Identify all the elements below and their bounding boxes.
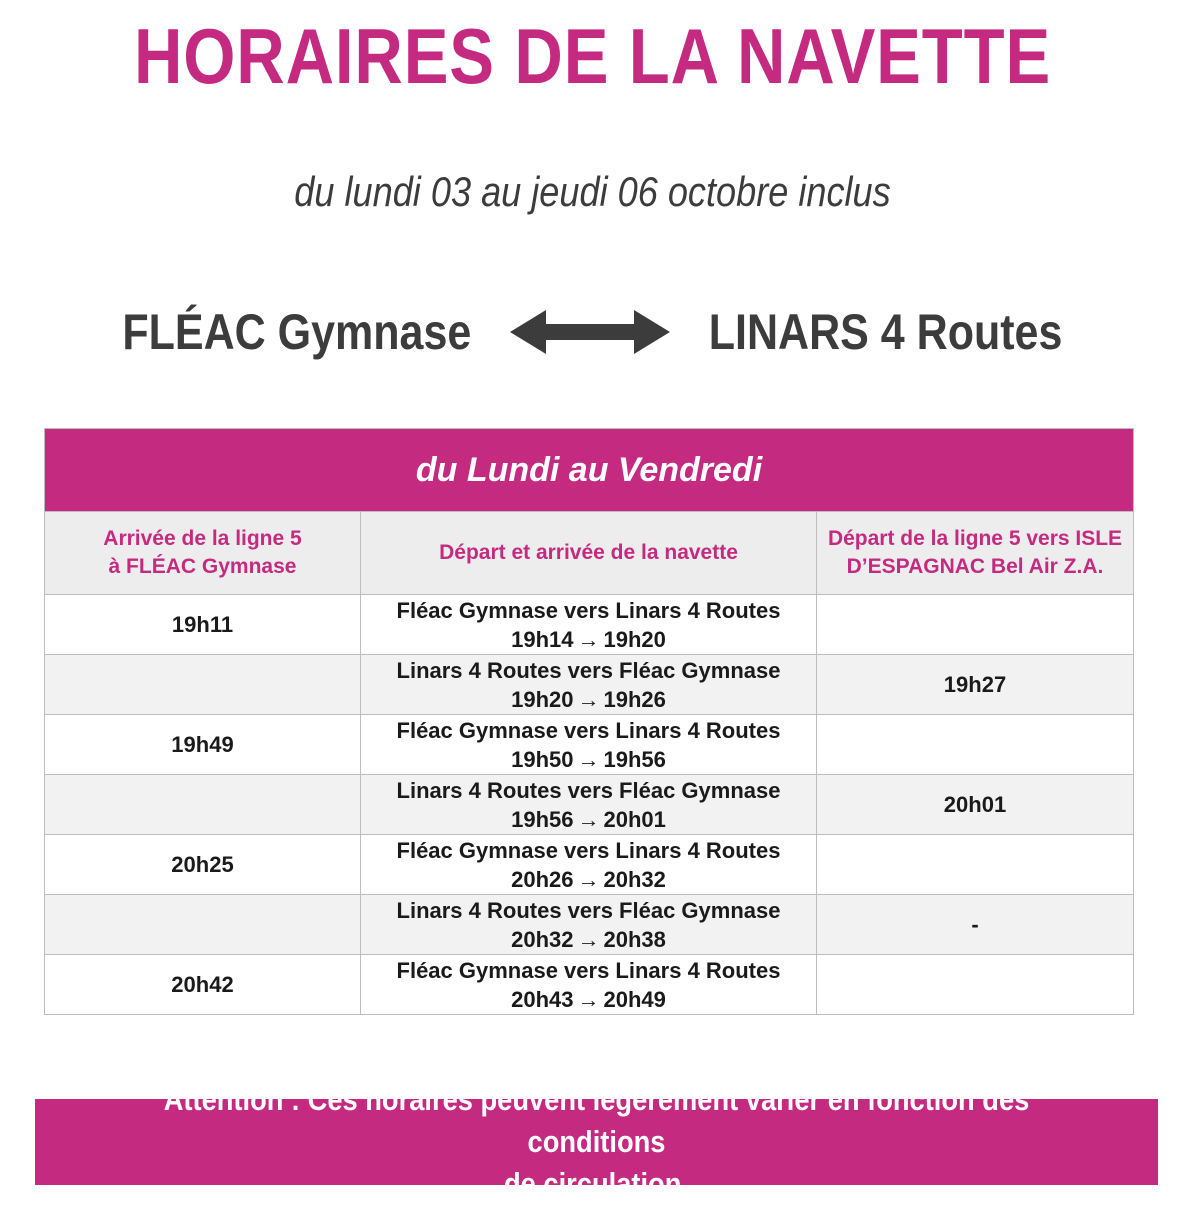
shuttle-cell bbox=[361, 715, 817, 775]
shuttle-end-time: 19h20 bbox=[603, 626, 666, 652]
shuttle-direction: Linars 4 Routes vers Fléac Gymnase bbox=[396, 777, 781, 803]
shuttle-times bbox=[361, 805, 816, 834]
shuttle-direction: Fléac Gymnase vers Linars 4 Routes bbox=[396, 597, 781, 623]
shuttle-end-time: 19h56 bbox=[603, 746, 666, 772]
schedule-table bbox=[44, 428, 1134, 1015]
arrival-time-cell bbox=[45, 775, 361, 835]
arrival-time-cell: 20h42 bbox=[45, 955, 361, 1015]
shuttle-start-time: 19h50 bbox=[511, 746, 574, 772]
arrow-right-icon: → bbox=[577, 926, 600, 952]
arrow-right-icon: → bbox=[577, 806, 600, 832]
shuttle-start-time: 19h56 bbox=[511, 806, 574, 832]
shuttle-cell bbox=[361, 895, 817, 955]
shuttle-cell bbox=[361, 595, 817, 655]
shuttle-end-time: 20h38 bbox=[603, 926, 666, 952]
shuttle-cell bbox=[361, 955, 817, 1015]
table-row bbox=[45, 595, 1134, 655]
arrow-right-icon: → bbox=[577, 746, 600, 772]
table-row bbox=[45, 655, 1134, 715]
route-to: LINARS 4 Routes bbox=[708, 304, 1063, 360]
arrow-right-icon: → bbox=[577, 866, 600, 892]
shuttle-times bbox=[361, 625, 816, 654]
arrival-time-cell bbox=[45, 655, 361, 715]
shuttle-start-time: 20h32 bbox=[511, 926, 574, 952]
weekday-band: du Lundi au Vendredi bbox=[45, 429, 1134, 512]
departure-time-cell: 19h27 bbox=[817, 655, 1134, 715]
shuttle-direction: Fléac Gymnase vers Linars 4 Routes bbox=[396, 957, 781, 983]
arrival-time-cell: 20h25 bbox=[45, 835, 361, 895]
departure-time-cell: 20h01 bbox=[817, 775, 1134, 835]
arrow-right-icon: → bbox=[577, 986, 600, 1012]
table-row bbox=[45, 835, 1134, 895]
arrow-right-icon: → bbox=[577, 686, 600, 712]
departure-time-cell bbox=[817, 595, 1134, 655]
shuttle-times bbox=[361, 985, 816, 1014]
arrival-time-cell: 19h49 bbox=[45, 715, 361, 775]
shuttle-end-time: 20h49 bbox=[603, 986, 666, 1012]
shuttle-times bbox=[361, 865, 816, 894]
page-title: HORAIRES DE LA NAVETTE bbox=[133, 12, 1052, 100]
shuttle-cell bbox=[361, 655, 817, 715]
shuttle-direction: Fléac Gymnase vers Linars 4 Routes bbox=[396, 837, 781, 863]
arrow-right-icon: → bbox=[577, 626, 600, 652]
shuttle-end-time: 20h32 bbox=[603, 866, 666, 892]
shuttle-times bbox=[361, 925, 816, 954]
table-row bbox=[45, 895, 1134, 955]
shuttle-start-time: 19h14 bbox=[511, 626, 574, 652]
date-range-subtitle: du lundi 03 au jeudi 06 octobre inclus bbox=[294, 168, 891, 215]
shuttle-end-time: 19h26 bbox=[603, 686, 666, 712]
route-line bbox=[0, 300, 1185, 364]
shuttle-direction: Linars 4 Routes vers Fléac Gymnase bbox=[396, 657, 781, 683]
departure-time-cell: - bbox=[817, 895, 1134, 955]
traffic-notice: Attention : Ces horaires peuvent légèrement varier en fonction des conditions de circulation. bbox=[35, 1099, 1158, 1185]
shuttle-direction: Fléac Gymnase vers Linars 4 Routes bbox=[396, 717, 781, 743]
shuttle-end-time: 20h01 bbox=[603, 806, 666, 832]
column-header-departure: Départ de la ligne 5 vers ISLE D’ESPAGNAC Bel Air Z.A. bbox=[817, 512, 1134, 595]
shuttle-start-time: 20h26 bbox=[511, 866, 574, 892]
column-header-arrival: Arrivée de la ligne 5 à FLÉAC Gymnase bbox=[45, 512, 361, 595]
arrival-time-cell: 19h11 bbox=[45, 595, 361, 655]
shuttle-start-time: 20h43 bbox=[511, 986, 574, 1012]
route-from: FLÉAC Gymnase bbox=[122, 304, 472, 360]
table-row bbox=[45, 715, 1134, 775]
departure-time-cell bbox=[817, 835, 1134, 895]
departure-time-cell bbox=[817, 955, 1134, 1015]
shuttle-cell bbox=[361, 835, 817, 895]
table-row bbox=[45, 775, 1134, 835]
table-row bbox=[45, 955, 1134, 1015]
shuttle-times bbox=[361, 685, 816, 714]
shuttle-direction: Linars 4 Routes vers Fléac Gymnase bbox=[396, 897, 781, 923]
arrival-time-cell bbox=[45, 895, 361, 955]
double-arrow-icon bbox=[510, 308, 670, 356]
shuttle-start-time: 19h20 bbox=[511, 686, 574, 712]
departure-time-cell bbox=[817, 715, 1134, 775]
shuttle-times bbox=[361, 745, 816, 774]
shuttle-cell bbox=[361, 775, 817, 835]
column-header-shuttle: Départ et arrivée de la navette bbox=[361, 512, 817, 595]
